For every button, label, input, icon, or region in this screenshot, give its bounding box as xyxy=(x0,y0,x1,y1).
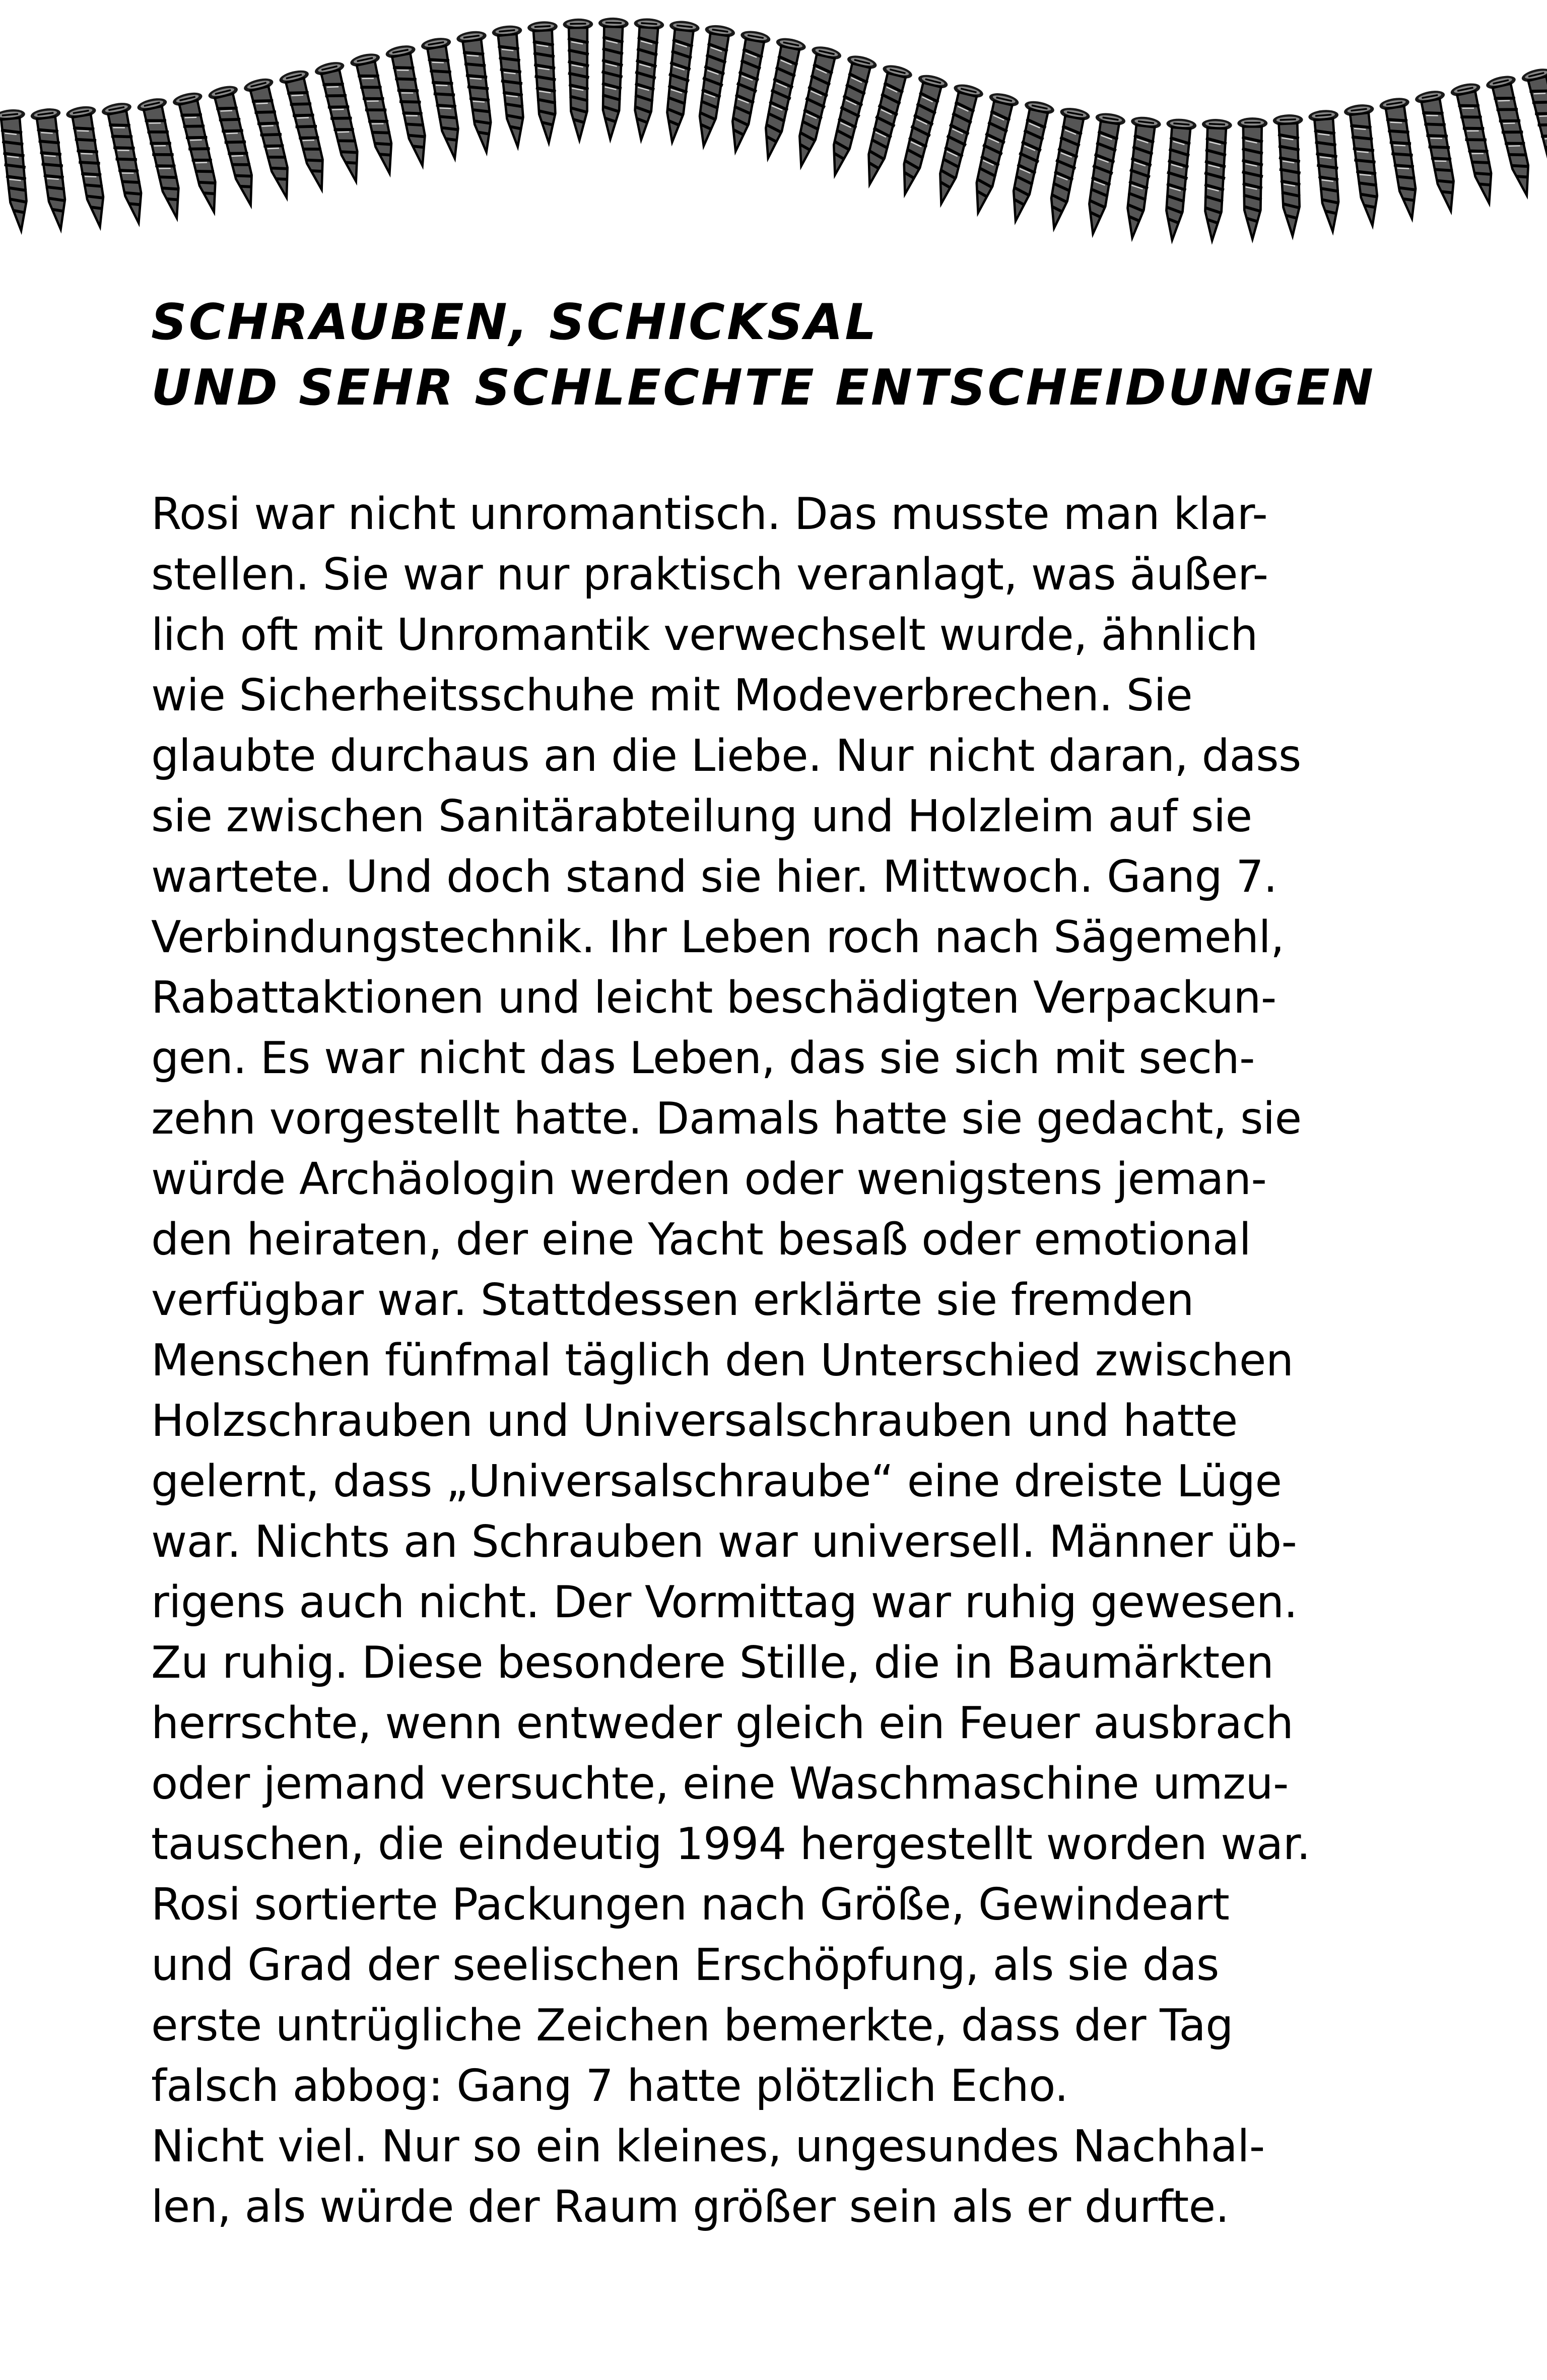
screw-icon xyxy=(721,29,771,154)
text-line: war. Nichts an Schrauben war universell. Männer üb- xyxy=(151,1516,1297,1567)
screw-icon xyxy=(1414,89,1465,214)
screw-icon xyxy=(1157,117,1197,241)
screw-icon xyxy=(563,18,594,140)
text-line: wie Sicherheitsschuhe mit Modeverbrechen. Sie xyxy=(151,670,1193,721)
text-line: tauschen, die eindeutig 1994 hergestellt worden war. xyxy=(151,1818,1311,1870)
screw-icon xyxy=(1343,103,1388,227)
text-line: lich oft mit Unromantik verwechselt wurde, ähnlich xyxy=(151,609,1258,660)
screw-icon xyxy=(1117,115,1162,240)
text-line: gelernt, dass „Universalschraube“ eine dreiste Lüge xyxy=(151,1456,1282,1507)
screw-icon xyxy=(1078,111,1126,236)
text-line: würde Archäologin werden oder wenigstens jeman- xyxy=(151,1153,1267,1205)
text-line: stellen. Sie war nur praktisch veranlagt, was äußer- xyxy=(151,549,1268,600)
text-line: herrschte, wenn entweder gleich ein Feuer ausbrach xyxy=(151,1697,1294,1749)
screw-icon xyxy=(1197,118,1232,241)
screw-icon xyxy=(30,107,76,231)
text-line: Rabattaktionen und leicht beschädigten Verpackun- xyxy=(151,972,1276,1023)
screw-icon xyxy=(1379,96,1427,221)
text-line: Verbindungstechnik. Ihr Leben roch nach Sägemehl, xyxy=(151,911,1285,963)
text-line: den heiraten, der eine Yacht besaß oder emotional xyxy=(151,1214,1251,1265)
text-line: Zu ruhig. Diese besondere Stille, die in Baumärkten xyxy=(151,1637,1274,1688)
text-line: Menschen fünfmal täglich den Unterschied zwischen xyxy=(151,1335,1294,1386)
screw-icon xyxy=(527,21,564,144)
chapter-body-text xyxy=(151,484,1410,2237)
text-line: sie zwischen Sanitärabteilung und Holzleim auf sie xyxy=(151,790,1252,842)
text-line: oder jemand versuchte, eine Waschmaschine umzu- xyxy=(151,1758,1289,1809)
text-line: Nicht viel. Nur so ein kleines, ungesundes Nachhal- xyxy=(151,2121,1265,2172)
screw-icon xyxy=(1272,114,1307,237)
screw-icon xyxy=(595,17,629,140)
screw-icon xyxy=(626,17,664,141)
screw-icon xyxy=(456,30,501,154)
chapter-title-line-2: UND SEHR SCHLECHTE ENTSCHEIDUNGEN xyxy=(151,359,1376,417)
text-line: Rosi war nicht unromantisch. Das musste man klar- xyxy=(151,488,1268,540)
text-line: falsch abbog: Gang 7 hatte plötzlich Echo. xyxy=(151,2060,1068,2111)
text-line: verfügbar war. Stattdessen erklärte sie fremden xyxy=(151,1274,1194,1326)
text-line: rigens auch nicht. Der Vormittag war ruhig gewesen. xyxy=(151,1576,1298,1628)
screw-icon xyxy=(1237,117,1267,239)
screw-icon xyxy=(420,36,469,161)
text-line: wartete. Und doch stand sie hier. Mittwoch. Gang 7. xyxy=(151,851,1277,902)
screw-icon xyxy=(1039,106,1091,231)
screw-icon xyxy=(1308,109,1348,233)
text-line: Holzschrauben und Universalschrauben und hatte xyxy=(151,1395,1238,1446)
screw-icon xyxy=(492,24,533,148)
screw-icon xyxy=(657,20,700,144)
screw-icon xyxy=(65,104,115,229)
screw-icon xyxy=(689,23,735,148)
chapter-title xyxy=(151,290,1410,421)
text-line: len, als würde der Raum größer sein als er durfte. xyxy=(151,2181,1229,2232)
text-line: gen. Es war nicht das Leben, das sie sich mit sech- xyxy=(151,1032,1255,1084)
screw-border-decoration xyxy=(0,0,1547,282)
text-line: erste untrügliche Zeichen bemerkte, dass der Tag xyxy=(151,2000,1233,2051)
screw-icon xyxy=(0,108,36,232)
text-line: glaubte durchaus an die Liebe. Nur nicht daran, dass xyxy=(151,730,1301,781)
chapter-title-line-1: SCHRAUBEN, SCHICKSAL xyxy=(151,294,879,351)
text-line: zehn vorgestellt hatte. Damals hatte sie gedacht, sie xyxy=(151,1093,1302,1144)
text-line: Rosi sortierte Packungen nach Größe, Gewindeart xyxy=(151,1879,1230,1930)
text-line: und Grad der seelischen Erschöpfung, als sie das xyxy=(151,1939,1219,1991)
